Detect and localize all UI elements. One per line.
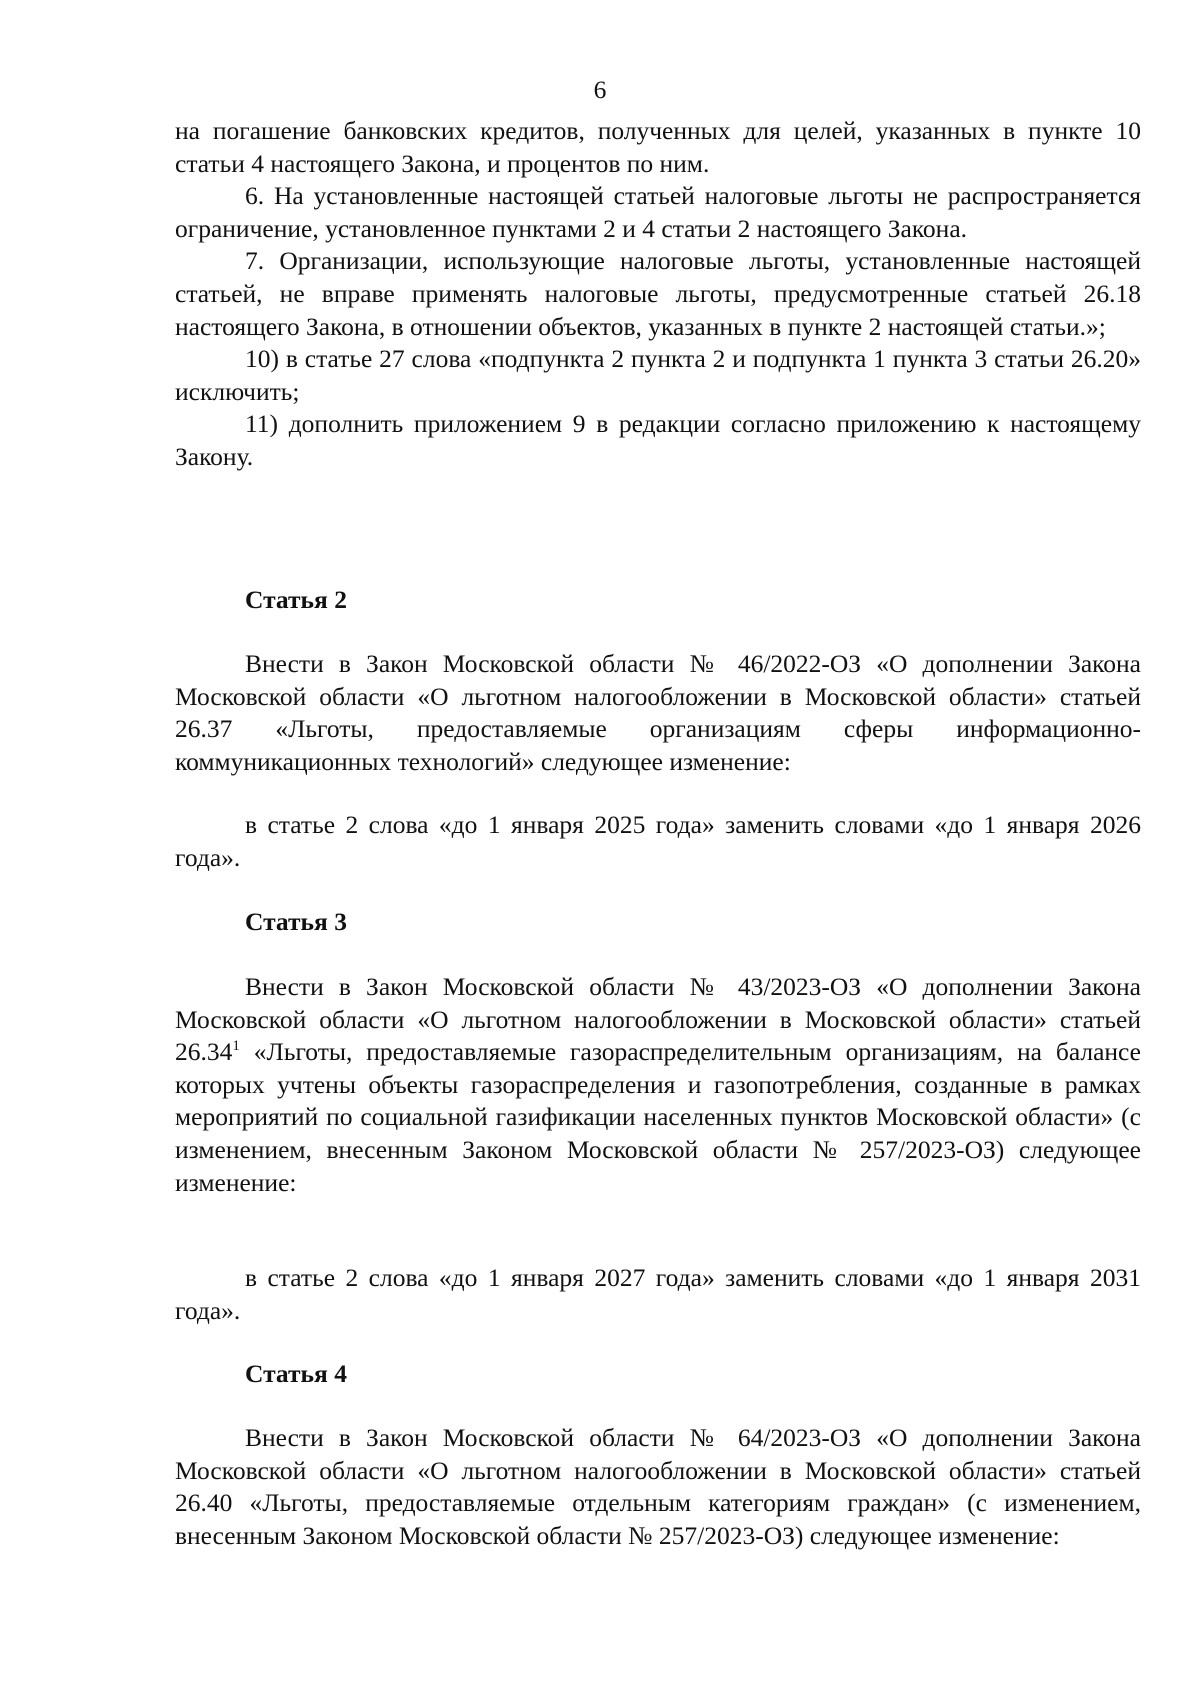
article4-body (175, 1422, 1141, 1552)
article2-body (175, 648, 1141, 778)
page-number: 6 (593, 75, 607, 104)
article1-continuation (175, 115, 1141, 474)
article3-text-part1: Внести в Закон Московской области № 43/2023-ОЗ «О дополнении Закона Московской области «О льготном налогообложении в Московской области» статьей 26.34 (175, 972, 1141, 1067)
article3-paragraph-change: в статье 2 слова «до 1 января 2027 года» заменить словами «до 1 января 2031 года». (175, 1263, 1141, 1325)
paragraph-item-6: 6. На установленные настоящей статьей налоговые льготы не распространяется ограничение, установленное пунктами 2 и 4 статьи 2 настоящего Закона. (175, 181, 1141, 243)
article2-change (175, 809, 1141, 874)
article4-paragraph-main: Внести в Закон Московской области № 64/2023-ОЗ «О дополнении Закона Московской области «О льготном налогообложении в Московской области» статьей 26.40 «Льготы, предоставляемые отдельным категориям граждан» (с изменением, внесенным Законом Московской области № 257/2023-ОЗ) следующее изменение: (175, 1423, 1141, 1550)
article3-text-part2: «Льготы, предоставляемые газораспределительным организациям, на балансе которых учтены объекты газораспределения и газопотребления, созданные в рамках мероприятий по социальной газификации населенных пунктов Московской области» (с изменением, внесенным Законом Московской области № 257/2023-ОЗ) следующее изменение: (175, 1037, 1141, 1197)
article3-paragraph-main (175, 971, 1141, 1199)
article3-heading: Статья 3 (245, 907, 347, 936)
article2-paragraph-change: в статье 2 слова «до 1 января 2025 года» заменить словами «до 1 января 2026 года». (175, 810, 1141, 872)
article3-body (175, 971, 1141, 1199)
paragraph-intro: на погашение банковских кредитов, полученных для целей, указанных в пункте 10 статьи 4 настоящего Закона, и процентов по ним. (175, 116, 1141, 178)
article3-superscript: 1 (232, 1038, 240, 1055)
paragraph-item-7: 7. Организации, использующие налоговые льготы, установленные настоящей статьей, не вправе применять налоговые льготы, предусмотренные статьей 26.18 настоящего Закона, в отношении объектов, указанных в пункте 2 настоящей статьи.»; (175, 246, 1141, 341)
article3-change (175, 1262, 1141, 1327)
article2-heading: Статья 2 (245, 585, 347, 614)
paragraph-item-11: 11) дополнить приложением 9 в редакции согласно приложению к настоящему Закону. (175, 409, 1141, 471)
paragraph-item-10: 10) в статье 27 слова «подпункта 2 пункта 2 и подпункта 1 пункта 3 статьи 26.20» исключить; (175, 344, 1141, 406)
article4-heading: Статья 4 (245, 1359, 347, 1388)
article2-paragraph-main: Внести в Закон Московской области № 46/2022-ОЗ «О дополнении Закона Московской области «О льготном налогообложении в Московской области» статьей 26.37 «Льготы, предоставляемые организациям сферы информационно-коммуникационных технологий» следующее изменение: (175, 649, 1141, 776)
